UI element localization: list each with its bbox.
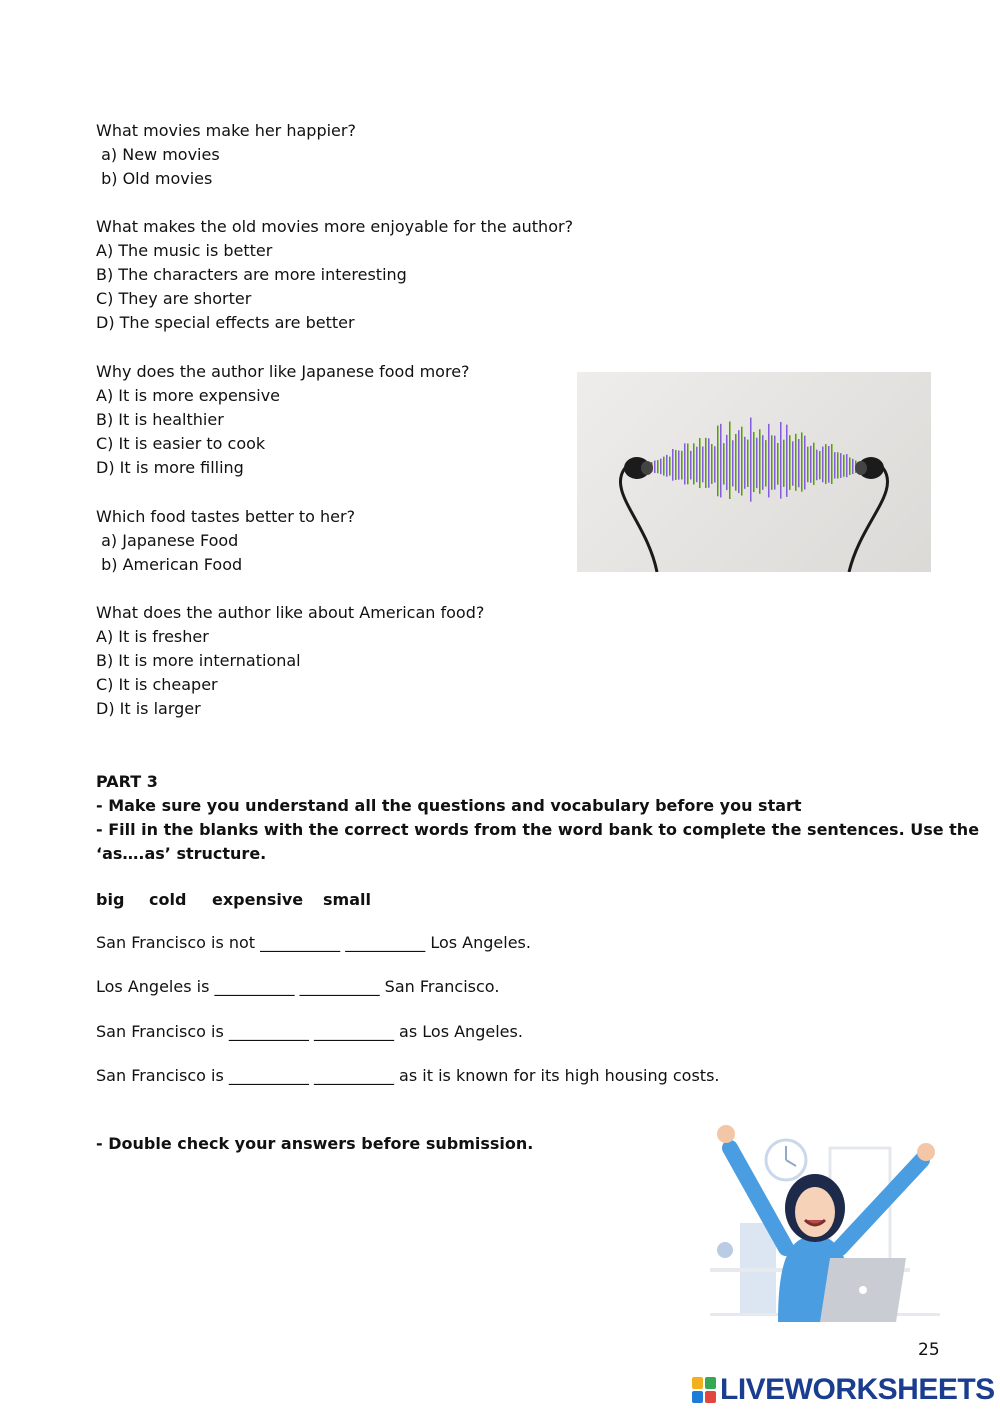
- soundwave-bar: [702, 446, 704, 482]
- question-2-option-b: B) The characters are more interesting: [96, 265, 407, 284]
- liveworksheets-logo-icon: [692, 1377, 716, 1403]
- soundwave-bar: [687, 444, 689, 485]
- soundwave-bar: [714, 446, 716, 482]
- part3-instruction-1: - Make sure you understand all the questions and vocabulary before you start: [96, 796, 802, 815]
- soundwave-bar: [738, 430, 740, 493]
- soundwave-bar: [657, 460, 659, 473]
- soundwave-bar: [786, 425, 788, 497]
- sentence-1: San Francisco is not __________ __________ Los Angeles.: [96, 933, 531, 952]
- soundwave-bar: [669, 457, 671, 476]
- soundwave-bar: [732, 440, 734, 486]
- soundwave-bar: [828, 446, 830, 483]
- soundwave-bar: [741, 427, 743, 496]
- soundwave-bar: [804, 436, 806, 490]
- part3-instruction-2: - Fill in the blanks with the correct words from the word bank to complete the sentences. Use the: [96, 820, 980, 839]
- question-2-option-c: C) They are shorter: [96, 289, 252, 308]
- soundwave-bar: [711, 444, 713, 484]
- soundwave-bar: [684, 443, 686, 484]
- soundwave-bar: [813, 443, 815, 485]
- question-3-option-a: A) It is more expensive: [96, 386, 281, 405]
- soundwave-bar: [846, 454, 848, 477]
- question-1-option-b: b) Old movies: [96, 169, 213, 188]
- question-5-option-c: C) It is cheaper: [96, 675, 218, 694]
- woman-illustration: [690, 1108, 956, 1322]
- question-3-option-b: B) It is healthier: [96, 410, 224, 429]
- question-3-option-c: C) It is easier to cook: [96, 434, 266, 453]
- soundwave-bar: [681, 451, 683, 480]
- soundwave-bar: [768, 424, 770, 498]
- happy-woman-laptop-image: [690, 1108, 956, 1322]
- question-4-option-b: b) American Food: [96, 555, 243, 574]
- soundwave-bar: [840, 453, 842, 478]
- soundwave-bar: [729, 422, 731, 499]
- sentence-4: San Francisco is __________ __________ as it is known for its high housing costs.: [96, 1066, 720, 1085]
- question-2: What makes the old movies more enjoyable for the author?: [96, 217, 574, 236]
- sentence-2: Los Angeles is __________ __________ San Francisco.: [96, 977, 500, 996]
- soundwave-bar: [834, 452, 836, 478]
- soundwave-bar: [666, 455, 668, 477]
- soundwave-bar: [672, 449, 674, 481]
- soundwave-bar: [819, 451, 821, 479]
- soundwave-bar: [765, 440, 767, 486]
- soundwave-bar: [696, 447, 698, 483]
- word-bank-cold: cold: [149, 890, 187, 909]
- soundwave-bar: [801, 432, 803, 491]
- soundwave-bar: [654, 460, 656, 473]
- soundwave-bar: [750, 418, 752, 502]
- brand-name: LIVEWORKSHEETS: [720, 1373, 995, 1406]
- word-bank-big: big: [96, 890, 125, 909]
- soundwave-bar: [699, 438, 701, 488]
- soundwave-illustration: [577, 372, 931, 572]
- soundwave-bar: [675, 450, 677, 480]
- soundwave-bar: [831, 444, 833, 484]
- word-bank-expensive: expensive: [212, 890, 304, 909]
- closing-instruction: - Double check your answers before submission.: [96, 1134, 534, 1153]
- soundwave-bar: [723, 443, 725, 484]
- soundwave-bar: [789, 435, 791, 490]
- soundwave-bar: [663, 457, 665, 476]
- soundwave-bar: [717, 426, 719, 497]
- page-number: 25: [918, 1340, 940, 1360]
- soundwave-bar: [792, 441, 794, 485]
- earphones-soundwave-image: [577, 372, 931, 572]
- soundwave-bar: [780, 422, 782, 499]
- soundwave-bar: [744, 437, 746, 489]
- liveworksheets-logo: [692, 1372, 995, 1408]
- soundwave-bar: [753, 432, 755, 492]
- soundwave-bar: [852, 459, 854, 474]
- part3-heading: PART 3: [96, 772, 158, 791]
- soundwave-bar: [783, 440, 785, 487]
- soundwave-bar: [843, 455, 845, 477]
- soundwave-bar: [705, 438, 707, 488]
- soundwave-bar: [777, 443, 779, 485]
- question-5-option-b: B) It is more international: [96, 651, 301, 670]
- soundwave-bar: [759, 429, 761, 494]
- question-4-option-a: a) Japanese Food: [96, 531, 239, 550]
- soundwave-bar: [720, 424, 722, 498]
- word-bank-small: small: [323, 890, 371, 909]
- soundwave-bar: [849, 457, 851, 475]
- soundwave-bar: [756, 438, 758, 488]
- soundwave-bar: [798, 439, 800, 487]
- sentence-3: San Francisco is __________ __________ as Los Angeles.: [96, 1022, 523, 1041]
- soundwave-bar: [774, 436, 776, 490]
- soundwave-bar: [735, 434, 737, 491]
- question-2-option-a: A) The music is better: [96, 241, 273, 260]
- soundwave-bar: [762, 435, 764, 490]
- question-5-option-d: D) It is larger: [96, 699, 201, 718]
- soundwave-bar: [771, 435, 773, 489]
- soundwave-bar: [795, 434, 797, 491]
- soundwave-bar: [690, 451, 692, 480]
- soundwave-bar: [837, 452, 839, 478]
- question-1: What movies make her happier?: [96, 121, 356, 140]
- soundwave-bar: [825, 444, 827, 484]
- soundwave-bar: [747, 440, 749, 487]
- soundwave-bar: [708, 438, 710, 487]
- question-4: Which food tastes better to her?: [96, 507, 356, 526]
- question-1-option-a: a) New movies: [96, 145, 220, 164]
- soundwave-bar: [816, 450, 818, 481]
- question-2-option-d: D) The special effects are better: [96, 313, 355, 332]
- soundwave-bar: [807, 447, 809, 483]
- part3-instruction-2-cont: ‘as….as’ structure.: [96, 844, 267, 863]
- question-3-option-d: D) It is more filling: [96, 458, 244, 477]
- soundwave-bar: [822, 447, 824, 483]
- soundwave-bar: [693, 443, 695, 484]
- soundwave-bar: [726, 435, 728, 490]
- question-5: What does the author like about American food?: [96, 603, 485, 622]
- question-5-option-a: A) It is fresher: [96, 627, 209, 646]
- soundwave-bar: [810, 446, 812, 483]
- soundwave-bar: [660, 459, 662, 475]
- question-3: Why does the author like Japanese food more?: [96, 362, 470, 381]
- soundwave-bar: [678, 450, 680, 479]
